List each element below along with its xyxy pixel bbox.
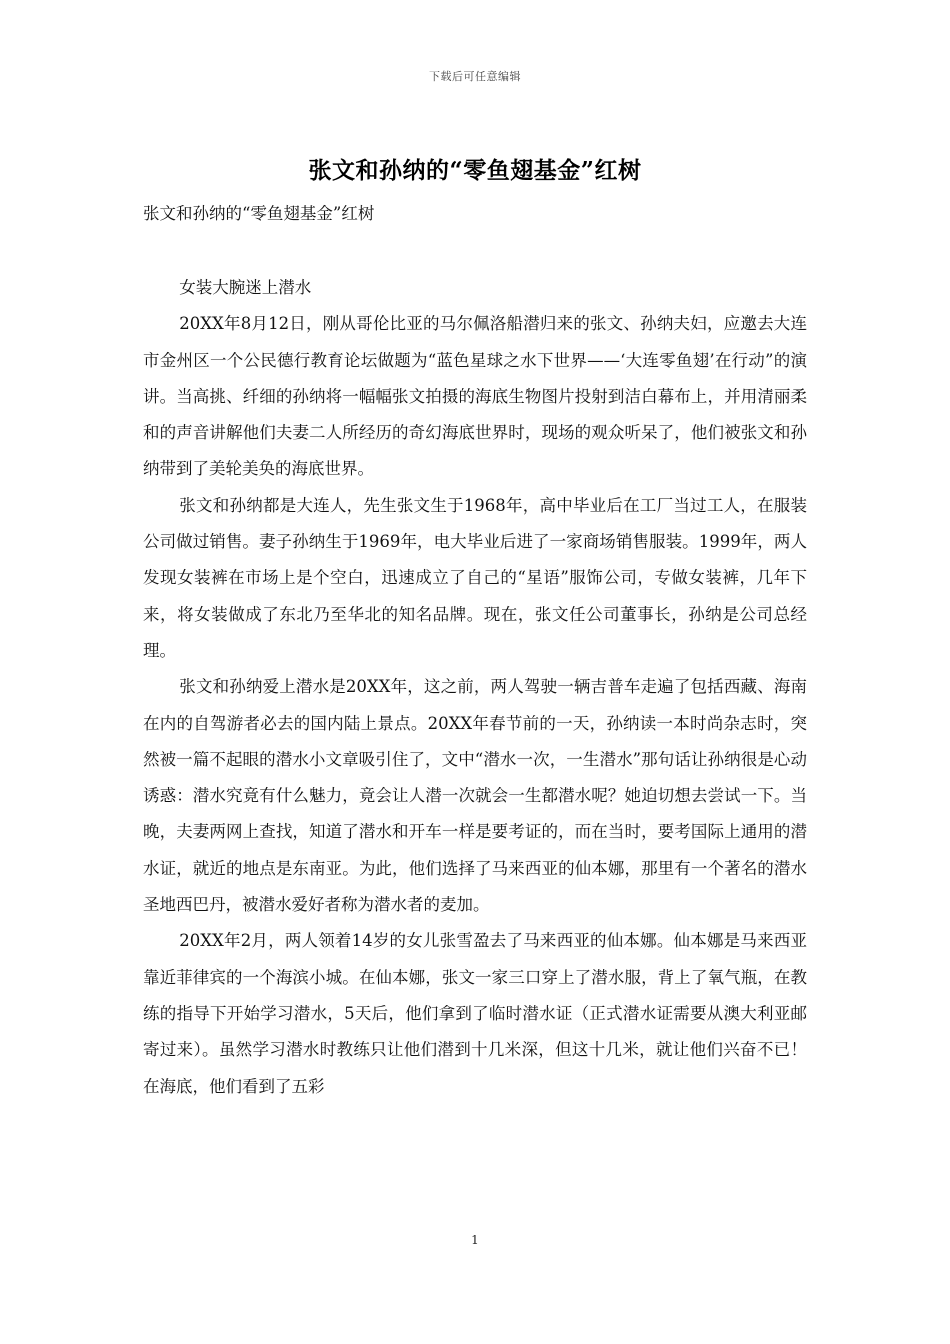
page-header: 下载后可任意编辑: [429, 70, 521, 83]
section-heading: 女装大腕迷上潜水: [179, 278, 312, 297]
document-title: 张文和孙纳的“零鱼翅基金”红树: [308, 157, 642, 184]
body-paragraph: 张文和孙纳爱上潜水是20XX年，这之前，两人驾驶一辆吉普车走遍了包括西藏、海南在内的自驾游者必去的国内陆上景点。20XX年春节前的一天，孙纳读一本时尚杂志时，突然被一篇不起眼的潜水小文章吸引住了，文中“潜水一次，一生潜水”那句话让孙纳很是心动诱惑：潜水究竟有什么魅力，竟会让人潜一次就会一生都潜水呢？她迫切想去尝试一下。当晚，夫妻两网上查找，知道了潜水和开车一样是要考证的，而在当时，要考国际上通用的潜水证，就近的地点是东南亚。为此，他们选择了马来西亚的仙本娜，那里有一个著名的潜水圣地西巴丹，被潜水爱好者称为潜水者的麦加。: [143, 677, 807, 915]
body-paragraph: 张文和孙纳都是大连人，先生张文生于1968年，高中毕业后在工厂当过工人，在服装公司做过销售。妻子孙纳生于1969年，电大毕业后进了一家商场销售服装。1999年，两人发现女装裤在市场上是个空白，迅速成立了自己的“星语”服饰公司，专做女装裤，几年下来，将女装做成了东北乃至华北的知名品牌。现在，张文任公司董事长，孙纳是公司总经理。: [143, 495, 807, 660]
document-body: [143, 270, 807, 1105]
body-paragraph: 20XX年2月，两人领着14岁的女儿张雪盈去了马来西亚的仙本娜。仙本娜是马来西亚靠近菲律宾的一个海滨小城。在仙本娜，张文一家三口穿上了潜水服，背上了氧气瓶，在教练的指导下开始学习潜水，5天后，他们拿到了临时潜水证（正式潜水证需要从澳大利亚邮寄过来）。虽然学习潜水时教练只让他们潜到十几米深，但这十几米，就让他们兴奋不已！在海底，他们看到了五彩: [143, 931, 807, 1096]
page-number: 1: [471, 1233, 479, 1247]
document-subtitle: 张文和孙纳的“零鱼翅基金”红树: [143, 204, 375, 223]
body-paragraph: 20XX年8月12日，刚从哥伦比亚的马尔佩洛船潜归来的张文、孙纳夫妇，应邀去大连市金州区一个公民德行教育论坛做题为“蓝色星球之水下世界——‘大连零鱼翅’在行动”的演讲。当高挑、纤细的孙纳将一幅幅张文拍摄的海底生物图片投射到洁白幕布上，并用清丽柔和的声音讲解他们夫妻二人所经历的奇幻海底世界时，现场的观众听呆了，他们被张文和孙纳带到了美轮美奂的海底世界。: [143, 314, 807, 479]
